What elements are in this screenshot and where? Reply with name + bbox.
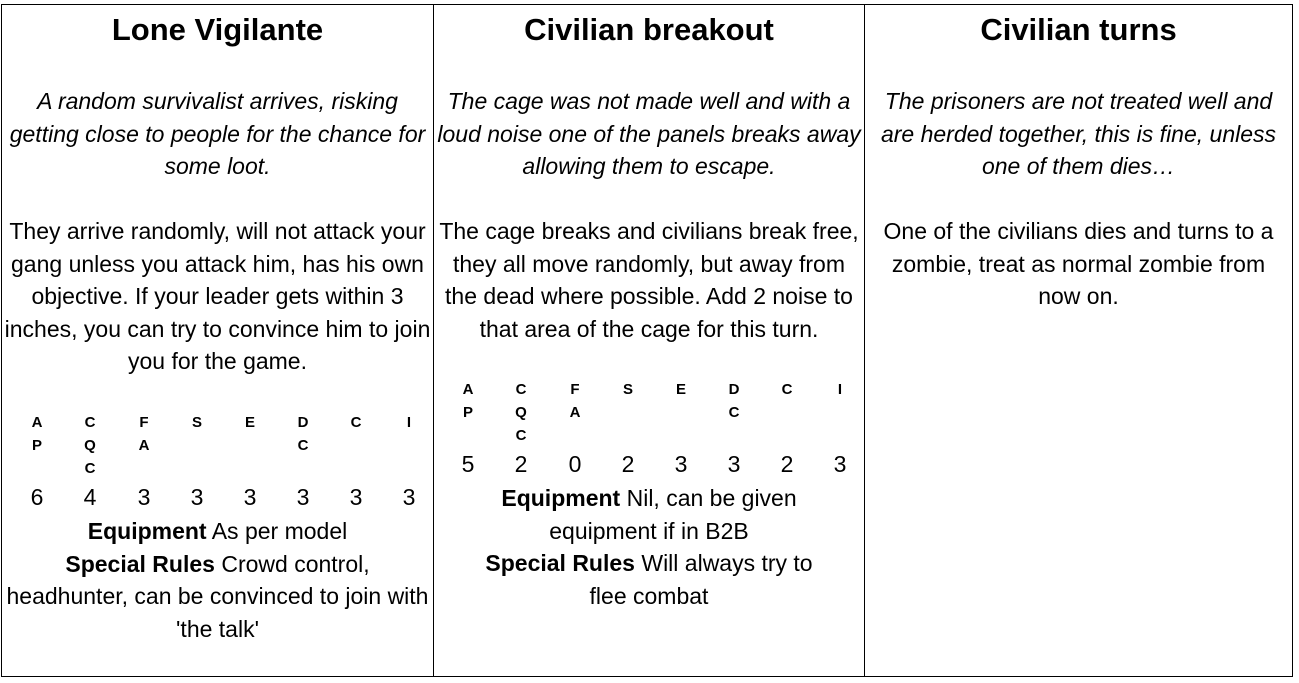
stat-header: D C (728, 381, 740, 421)
card-title: Lone Vigilante (111, 12, 324, 47)
stat-value: 3 (833, 451, 847, 477)
stat-value: 2 (780, 451, 794, 477)
equipment-line (4, 515, 431, 548)
stat-value: 2 (514, 451, 528, 477)
stat-value: 3 (402, 484, 416, 510)
equipment-line (464, 482, 834, 547)
stat-value: 3 (296, 484, 310, 510)
stat-value: 5 (461, 451, 475, 477)
card-description: The cage breaks and civilians break free, they all move randomly, but away from the dead where possible. Add 2 noise to that area of the cage for this turn. (439, 218, 859, 342)
card-rules (4, 515, 431, 645)
card-flavor-text: A random survivalist arrives, risking getting close to people for the chance for some loot. (9, 88, 426, 179)
special-rules-label: Special Rules (485, 550, 635, 576)
stat-header: A P (462, 381, 474, 421)
stat-header: F A (569, 381, 581, 421)
stat-header: C Q C (84, 414, 96, 477)
stat-value: 3 (727, 451, 741, 477)
stat-header: C (350, 414, 362, 431)
card-flavor-text: The cage was not made well and with a loud noise one of the panels breaks away allowing them to escape. (437, 88, 861, 179)
stat-header: A P (31, 414, 43, 454)
card-title: Civilian turns (980, 12, 1177, 47)
special-rules-text: Will always try to flee combat (589, 550, 813, 609)
stat-value: 4 (83, 484, 97, 510)
stat-header: E (244, 414, 255, 431)
stat-value: 3 (349, 484, 363, 510)
special-rules-line (4, 548, 431, 646)
special-rules-line (464, 547, 834, 612)
card-title: Civilian breakout (524, 12, 774, 47)
stat-value: 6 (30, 484, 44, 510)
stat-header: F A (138, 414, 150, 454)
stat-header: C (781, 381, 793, 398)
special-rules-text: Crowd control, headhunter, can be convinced to join with 'the talk' (6, 550, 429, 642)
stat-value: 3 (674, 451, 688, 477)
stat-value: 2 (621, 451, 635, 477)
stat-value: 3 (137, 484, 151, 510)
card-description: One of the civilians dies and turns to a zombie, treat as normal zombie from now on. (883, 218, 1274, 309)
stat-header: D C (297, 414, 309, 454)
card-description: They arrive randomly, will not attack your gang unless you attack him, has his own objective. If your leader gets within 3 inches, you can try to convince him to join you for the game. (4, 218, 431, 374)
equipment-label: Equipment (87, 518, 207, 544)
stat-header: S (191, 414, 202, 431)
stat-value: 3 (243, 484, 257, 510)
stat-header: E (675, 381, 686, 398)
stat-header: I (837, 381, 843, 398)
stat-value: 3 (190, 484, 204, 510)
event-cards-table (1, 4, 1293, 677)
stat-header: S (622, 381, 633, 398)
card-civilian-turns (864, 5, 1292, 676)
card-lone-vigilante (2, 5, 433, 676)
stat-header: C Q C (515, 381, 527, 444)
card-rules (464, 482, 834, 612)
stat-header: I (406, 414, 412, 431)
equipment-label: Equipment (501, 485, 621, 511)
special-rules-label: Special Rules (65, 550, 215, 577)
card-flavor-text: The prisoners are not treated well and are herded together, this is fine, unless one of them dies… (880, 88, 1277, 179)
equipment-text: As per model (211, 518, 348, 544)
card-civilian-breakout (433, 5, 864, 676)
equipment-text: Nil, can be given equipment if in B2B (549, 485, 797, 544)
stat-value: 0 (568, 451, 582, 477)
